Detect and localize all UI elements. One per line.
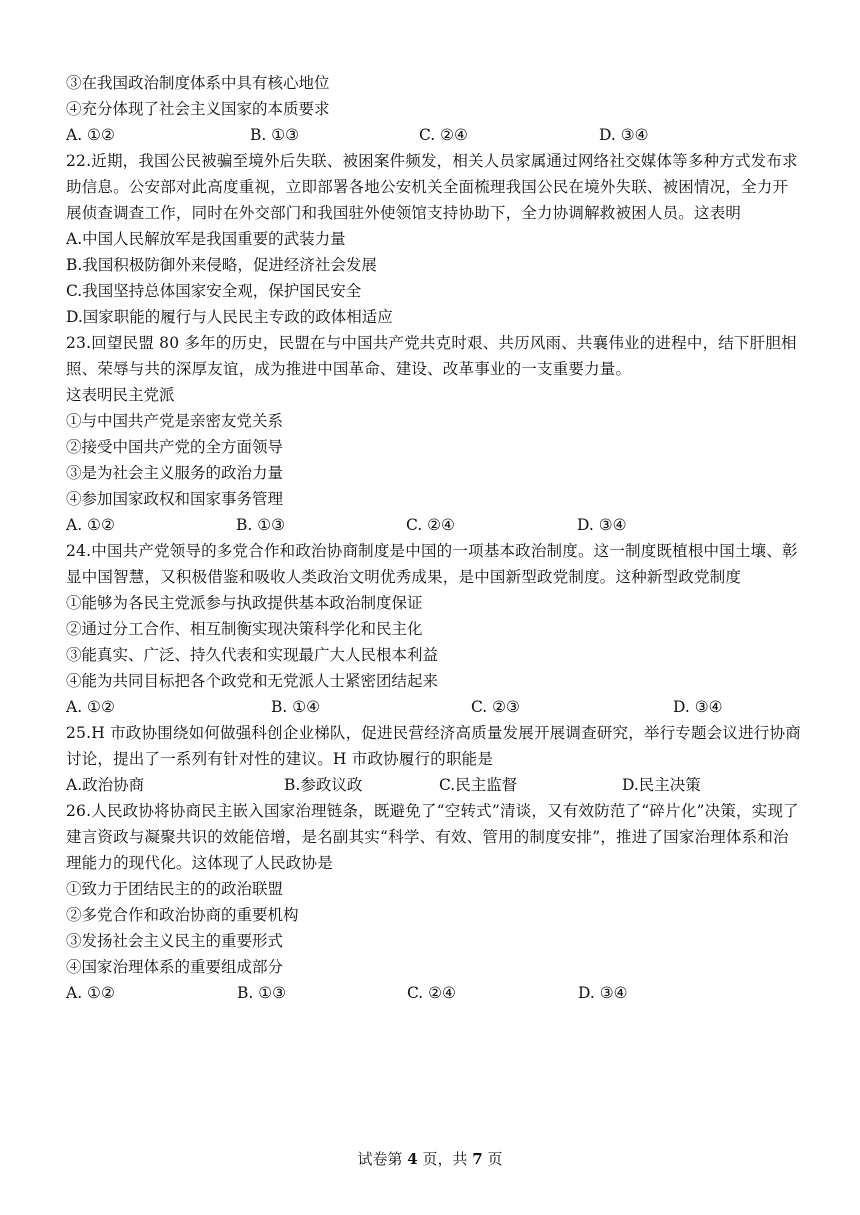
answer-options [66,694,801,720]
question-22-stem: 22.近期，我国公民被骗至境外后失联、被困案件频发，相关人员家属通过网络社交媒体等多种方式发布求助信息。公安部对此高度重视，立即部署各地公安机关全面梳理我国公民在境外失联、被困情况，全力开展侦查调查工作，同时在外交部门和我国驻外使领馆支持协助下，全力协调解救被困人员。这表明 [66,152,798,222]
statement-item: ④能为共同目标把各个政党和无党派人士紧密团结起来 [66,672,439,690]
statement-item: ③能真实、广泛、持久代表和实现最广大人民根本利益 [66,646,439,664]
option-c: C.民主监督 [439,776,518,794]
question-26-stem: 26.人民政协将协商民主嵌入国家治理链条，既避免了“空转式”清谈，又有效防范了“碎片化”决策，实现了建言资政与凝聚共识的效能倍增，是名副其实“科学、有效、管用的制度安排”，推进了国家治理体系和治理能力的现代化。这体现了人民政协是 [66,802,799,872]
statement-item: ④参加国家政权和国家事务管理 [66,490,284,508]
question-25-stem: 25.H 市政协围绕如何做强科创企业梯队，促进民营经济高质量发展开展调查研究，举行专题会议进行协商讨论，提出了一系列有针对性的建议。H 市政协履行的职能是 [66,724,801,768]
question-23-stem: 23.回望民盟 80 多年的历史，民盟在与中国共产党共克时艰、共历风雨、共襄伟业的进程中，结下肝胆相照、荣辱与共的深厚友谊，成为推进中国革命、建设、改革事业的一支重要力量。 [66,334,797,378]
answer-options [66,122,801,148]
statement-item: ①致力于团结民主的的政治联盟 [66,880,284,898]
page-content [66,70,801,1006]
answer-options [66,512,801,538]
statement-item: ②通过分工合作、相互制衡实现决策科学化和民主化 [66,620,423,638]
option-d: D. ③④ [577,516,627,534]
option-c: C. ②③ [471,698,520,716]
option-d: D. ③④ [673,698,723,716]
choice: C.我国坚持总体国家安全观，保护国民安全 [66,282,362,300]
option-b: B. ①④ [271,698,321,716]
footer-page-total: 7 [472,1150,483,1168]
footer-middle: 页，共 [417,1150,473,1168]
page-footer [0,1148,860,1170]
option-d: D. ③④ [599,126,649,144]
footer-prefix: 试卷第 [357,1150,408,1168]
statement-item: ②多党合作和政治协商的重要机构 [66,906,299,924]
option-a: A. ①② [66,984,115,1002]
option-d: D. ③④ [578,984,628,1002]
answer-options [66,980,801,1006]
statement-item: ④充分体现了社会主义国家的本质要求 [66,100,330,118]
option-a: A. ①② [66,126,115,144]
choice: A.中国人民解放军是我国重要的武装力量 [66,230,346,248]
footer-suffix: 页 [482,1150,503,1168]
statement-item: ③发扬社会主义民主的重要形式 [66,932,284,950]
option-d: D.民主决策 [622,776,701,794]
choice: B.我国积极防御外来侵略，促进经济社会发展 [66,256,377,274]
answer-options [66,772,801,798]
statement-item: ③在我国政治制度体系中具有核心地位 [66,74,330,92]
statement-item: ②接受中国共产党的全方面领导 [66,438,284,456]
statement-item: ④国家治理体系的重要组成部分 [66,958,284,976]
statement-item: ③是为社会主义服务的政治力量 [66,464,284,482]
option-c: C. ②④ [407,984,456,1002]
option-c: C. ②④ [419,126,468,144]
option-b: B. ①③ [250,126,300,144]
option-c: C. ②④ [406,516,455,534]
option-a: A. ①② [66,516,115,534]
option-b: B. ①③ [237,984,287,1002]
statement-item: ①与中国共产党是亲密友党关系 [66,412,284,430]
question-23-stem-end: 这表明民主党派 [66,386,175,404]
choice: D.国家职能的履行与人民民主专政的政体相适应 [66,308,393,326]
footer-page-number: 4 [407,1150,418,1168]
option-b: B.参政议政 [284,776,363,794]
option-a: A.政治协商 [66,776,145,794]
option-a: A. ①② [66,698,115,716]
question-24-stem: 24.中国共产党领导的多党合作和政治协商制度是中国的一项基本政治制度。这一制度既植根中国土壤、彰显中国智慧，又积极借鉴和吸收人类政治文明优秀成果，是中国新型政党制度。这种新型政党制度 [66,542,798,586]
statement-item: ①能够为各民主党派参与执政提供基本政治制度保证 [66,594,423,612]
option-b: B. ①③ [236,516,286,534]
